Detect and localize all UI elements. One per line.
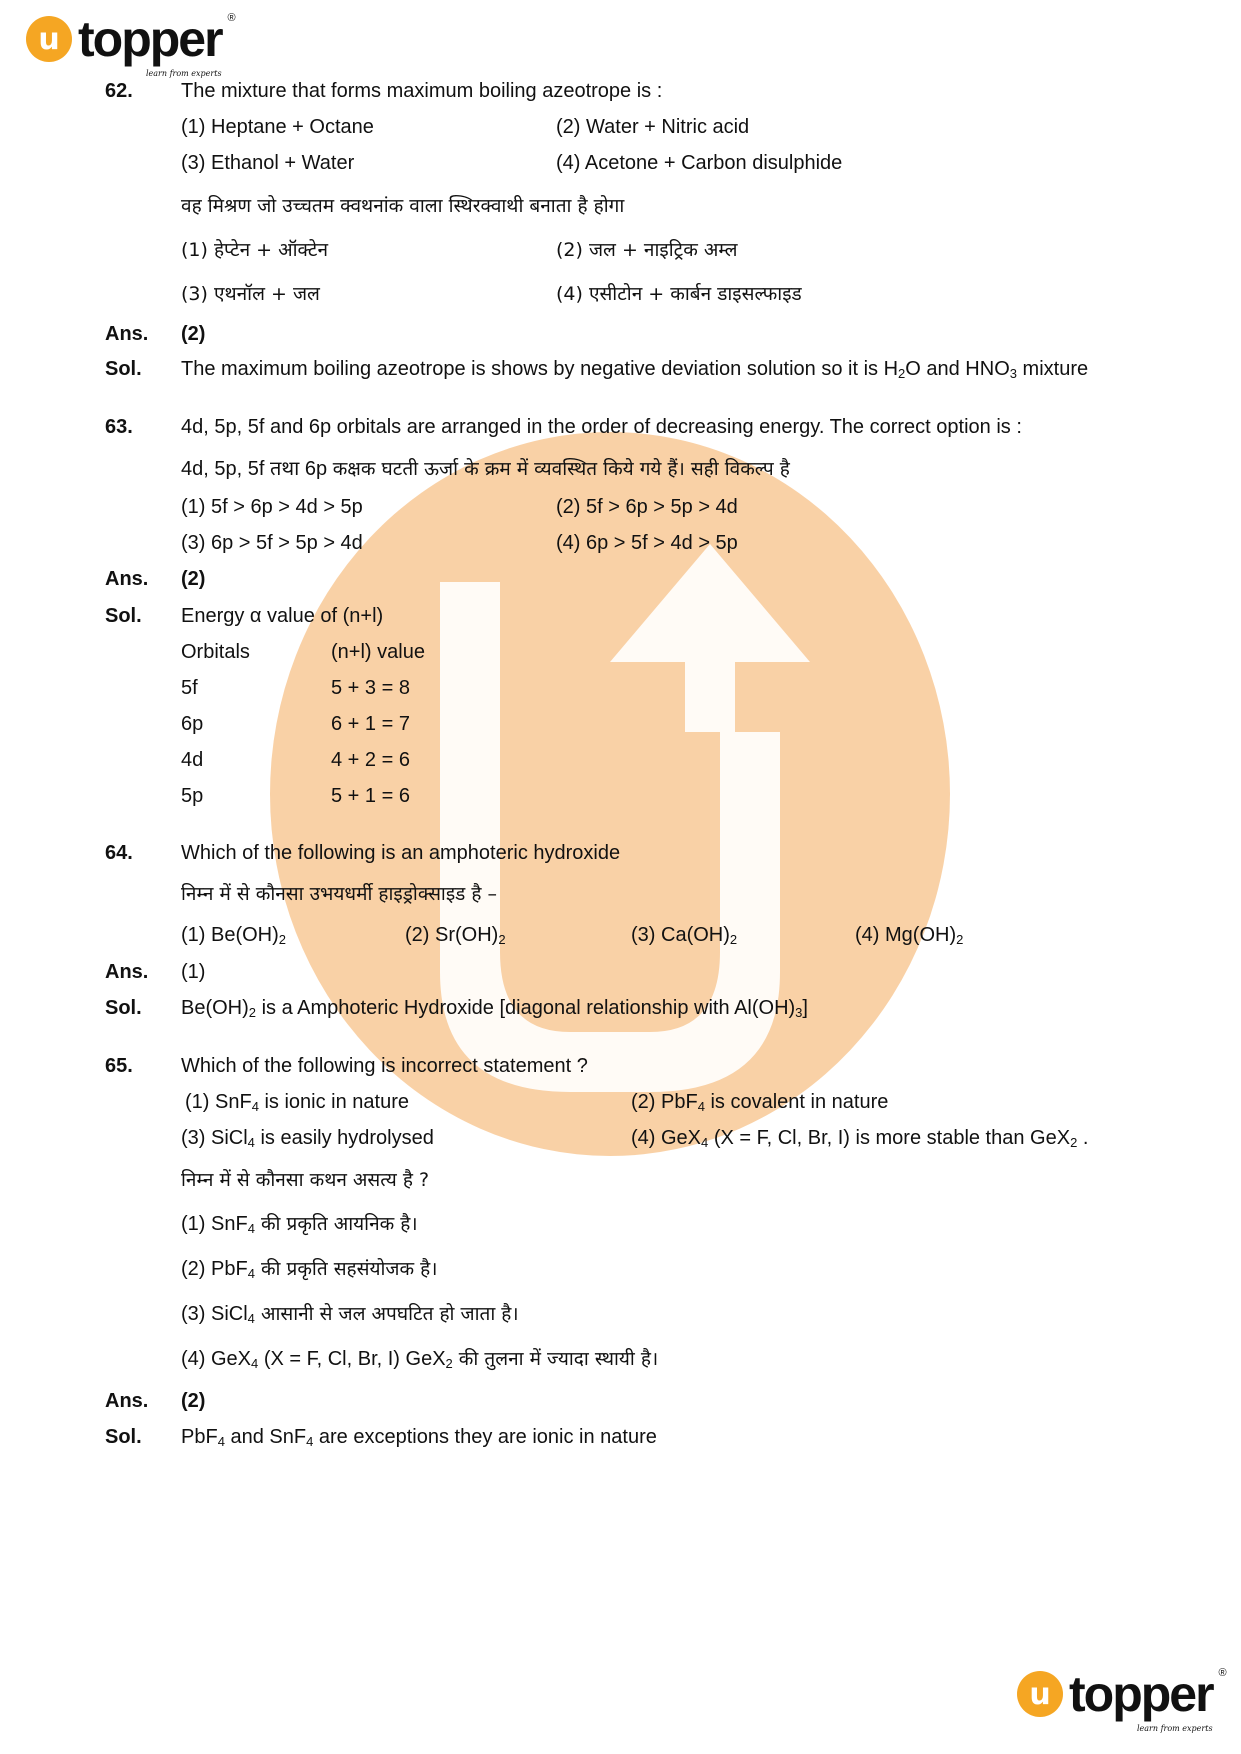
q63-option-1: (1) 5f > 6p > 4d > 5p: [181, 496, 363, 518]
q65-option-2: (2) PbF$_4$ is covalent in nature: [631, 1091, 889, 1114]
answer-label: Ans.: [105, 1390, 149, 1412]
answer-label: Ans.: [105, 323, 149, 345]
q62-option-1: (1) Heptane + Octane: [181, 116, 374, 138]
q64-solution: $Be(OH)_2$ is a Amphoteric Hydroxide [diagonal relationship with $Al(OH)_3$]: [181, 997, 808, 1020]
question-65-text: Which of the following is incorrect statement ?: [181, 1055, 588, 1077]
q65-option-4: (4) GeX$_4$ (X = F, Cl, Br, I) is more stable than GeX$_2$ .: [631, 1127, 1089, 1150]
answer-label: Ans.: [105, 568, 149, 590]
question-number-64: 64.: [105, 842, 133, 864]
q65-solution: PbF$_4$ and SnF$_4$ are exceptions they are ionic in nature: [181, 1426, 657, 1449]
q63-option-4: (4) 6p > 5f > 4d > 5p: [556, 532, 738, 554]
question-62-text-hindi: वह मिश्रण जो उच्चतम क्वथनांक वाला स्थिरक्वाथी बनाता है होगा: [181, 195, 625, 217]
q62-option-3: (3) Ethanol + Water: [181, 152, 355, 174]
table-header-value: (n+l) value: [331, 641, 425, 663]
q65-option-1: (1) SnF$_4$ is ionic in nature: [185, 1091, 409, 1114]
q64-option-1: (1) $Be(OH)_2$: [181, 924, 287, 947]
q65-option-3-hindi: (3) SiCl$_4$ आसानी से जल अपघटित हो जाता है।: [181, 1303, 519, 1326]
q62-option-1-hindi: (1) हेप्टेन + ऑक्टेन: [181, 239, 329, 261]
q65-option-1-hindi: (1) SnF$_4$ की प्रकृति आयनिक है।: [181, 1213, 418, 1236]
question-number-65: 65.: [105, 1055, 133, 1077]
q62-option-4: (4) Acetone + Carbon disulphide: [556, 152, 843, 174]
table-row-orbital: 5f: [181, 677, 198, 699]
q65-answer: (2): [181, 1390, 206, 1412]
table-row-orbital: 4d: [181, 749, 204, 771]
q62-option-3-hindi: (3) एथनॉल + जल: [181, 283, 320, 305]
question-64-text: Which of the following is an amphoteric hydroxide: [181, 842, 621, 864]
table-header-orbitals: Orbitals: [181, 641, 250, 663]
table-row-value: 6 + 1 = 7: [331, 713, 410, 735]
q63-answer: (2): [181, 568, 206, 590]
q65-option-2-hindi: (2) PbF$_4$ की प्रकृति सहसंयोजक है।: [181, 1258, 438, 1281]
brand-mark-icon: u: [1017, 1671, 1063, 1717]
answer-label: Ans.: [105, 961, 149, 983]
table-row-value: 5 + 3 = 8: [331, 677, 410, 699]
question-63-text-hindi: 4d, 5p, 5f तथा 6p कक्षक घटती ऊर्जा के क्रम में व्यवस्थित किये गये हैं। सही विकल्प है: [181, 458, 790, 480]
q62-option-4-hindi: (4) एसीटोन + कार्बन डाइसल्फाइड: [556, 283, 802, 305]
q64-option-4: (4) $Mg(OH)_2$: [855, 924, 964, 947]
q64-option-2: (2) $Sr(OH)_2$: [405, 924, 506, 947]
solution-label: Sol.: [105, 605, 142, 627]
brand-name: topper ® learn from experts: [78, 11, 236, 78]
q64-option-3: (3) $Ca(OH)_2$: [631, 924, 738, 947]
question-63-text: 4d, 5p, 5f and 6p orbitals are arranged in the order of decreasing energy. The correct option is :: [181, 416, 1022, 438]
brand-name: topper ® learn from experts: [1069, 1666, 1227, 1733]
question-number-62: 62.: [105, 80, 133, 102]
q62-solution: The maximum boiling azeotrope is shows by negative deviation solution so it is $H_2O$ and $HNO_3$ mixture: [181, 358, 1089, 381]
question-64-text-hindi: निम्न में से कौनसा उभयधर्मी हाइड्रोक्साइड है –: [181, 883, 497, 905]
table-row-orbital: 6p: [181, 713, 204, 735]
table-row-value: 5 + 1 = 6: [331, 785, 410, 807]
solution-label: Sol.: [105, 997, 142, 1019]
q65-option-3: (3) SiCl$_4$ is easily hydrolysed: [181, 1127, 434, 1150]
question-65-text-hindi: निम्न में से कौनसा कथन असत्य है ?: [181, 1169, 430, 1191]
q65-option-4-hindi: (4) GeX$_4$ (X = F, Cl, Br, I) GeX$_2$ की तुलना में ज्यादा स्थायी है।: [181, 1348, 659, 1371]
q63-option-2: (2) 5f > 6p > 5p > 4d: [556, 496, 738, 518]
table-row-value: 4 + 2 = 6: [331, 749, 410, 771]
q64-answer: (1): [181, 961, 206, 983]
q63-solution: Energy α value of (n+l): [181, 605, 384, 627]
table-row-orbital: 5p: [181, 785, 204, 807]
q62-option-2-hindi: (2) जल + नाइट्रिक अम्ल: [556, 239, 738, 261]
question-number-63: 63.: [105, 416, 133, 438]
solution-label: Sol.: [105, 358, 142, 380]
q63-option-3: (3) 6p > 5f > 5p > 4d: [181, 532, 363, 554]
q62-answer: (2): [181, 323, 206, 345]
brand-logo-top: [26, 10, 236, 78]
solution-label: Sol.: [105, 1426, 142, 1448]
question-62-text: The mixture that forms maximum boiling azeotrope is :: [181, 80, 663, 102]
brand-mark-icon: u: [26, 16, 72, 62]
brand-logo-bottom: [1017, 1665, 1227, 1733]
q62-option-2: (2) Water + Nitric acid: [556, 116, 750, 138]
